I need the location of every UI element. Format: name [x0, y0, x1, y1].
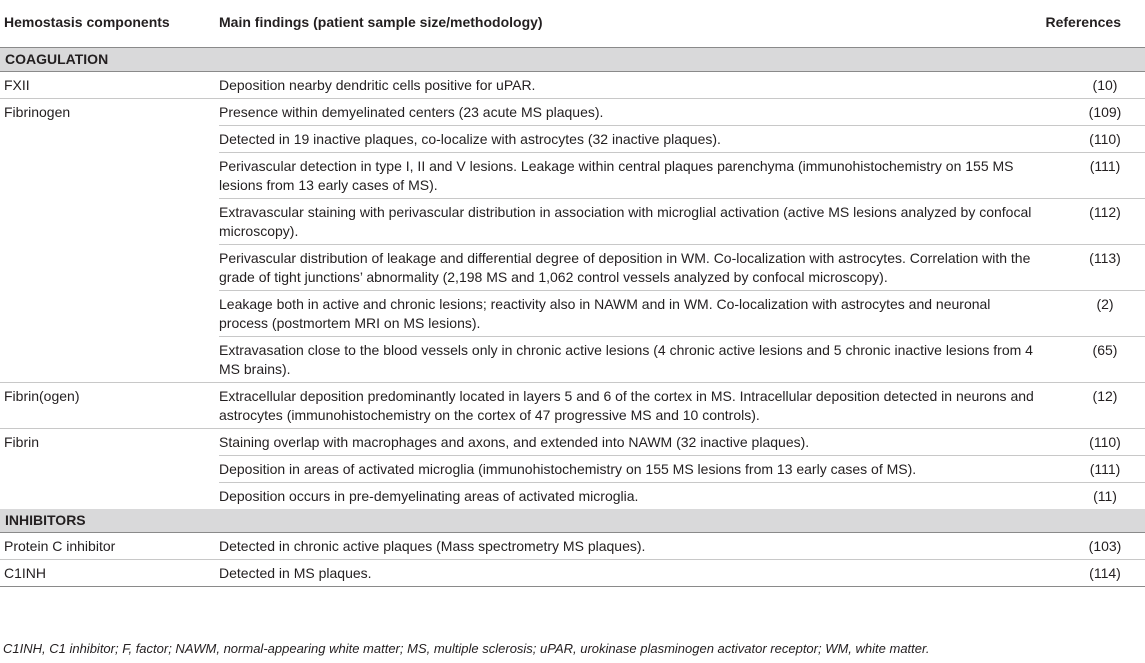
cell-reference: (2): [1035, 290, 1145, 336]
table-row: [0, 244, 1145, 290]
table-row: [0, 71, 1145, 98]
cell-finding: Presence within demyelinated centers (23 acute MS plaques).: [219, 98, 1035, 125]
section-title: COAGULATION: [0, 47, 1145, 71]
cell-finding: Deposition in areas of activated microglia (immunohistochemistry on 155 MS lesions from 13 early cases of MS).: [219, 455, 1035, 482]
section-row: [0, 47, 1145, 71]
section-row: [0, 509, 1145, 533]
table-row: [0, 428, 1145, 455]
table-row: [0, 482, 1145, 509]
cell-finding: Staining overlap with macrophages and axons, and extended into NAWM (32 inactive plaques).: [219, 428, 1035, 455]
cell-component: [0, 152, 219, 198]
cell-finding: Deposition nearby dendritic cells positive for uPAR.: [219, 71, 1035, 98]
cell-finding: Extravasation close to the blood vessels only in chronic active lesions (4 chronic active lesions and 5 chronic inactive lesions from 4 MS brains).: [219, 336, 1035, 382]
cell-finding: Perivascular detection in type I, II and V lesions. Leakage within central plaques parenchyma (immunohistochemistry on 155 MS lesions from 13 early cases of MS).: [219, 152, 1035, 198]
table-row: [0, 125, 1145, 152]
cell-finding: Leakage both in active and chronic lesions; reactivity also in NAWM and in WM. Co-localization with astrocytes and neuronal process (postmortem MRI on MS lesions).: [219, 290, 1035, 336]
cell-finding: Detected in chronic active plaques (Mass spectrometry MS plaques).: [219, 532, 1035, 559]
table-row: [0, 559, 1145, 586]
cell-component: [0, 455, 219, 482]
table-row: [0, 532, 1145, 559]
cell-component: [0, 125, 219, 152]
cell-reference: (110): [1035, 428, 1145, 455]
section-title: INHIBITORS: [0, 509, 1145, 533]
cell-reference: (12): [1035, 382, 1145, 428]
cell-component: [0, 482, 219, 509]
cell-component: Protein C inhibitor: [0, 532, 219, 559]
table-header: [0, 0, 1145, 47]
cell-reference: (65): [1035, 336, 1145, 382]
cell-reference: (112): [1035, 198, 1145, 244]
cell-finding: Perivascular distribution of leakage and differential degree of deposition in WM. Co-localization with astrocytes. Correlation with the grade of tight junctions’ abnormality (2,198 MS and 1,062 control vessels analyzed by confocal microscopy).: [219, 244, 1035, 290]
cell-reference: (111): [1035, 152, 1145, 198]
table-body: [0, 47, 1145, 586]
cell-reference: (103): [1035, 532, 1145, 559]
cell-component: Fibrin: [4, 433, 40, 450]
cell-finding: Extracellular deposition predominantly located in layers 5 and 6 of the cortex in MS. Intracellular deposition detected in neurons and astrocytes (immunohistochemistry on the cortex of 47 progressive MS and 10 controls).: [219, 382, 1035, 428]
table-footnote: C1INH, C1 inhibitor; F, factor; NAWM, normal-appearing white matter; MS, multiple sclerosis; uPAR, urokinase plasminogen activator receptor; WM, white matter.: [3, 641, 930, 656]
cell-finding: Extravascular staining with perivascular distribution in association with microglial activation (active MS lesions analyzed by confocal microscopy).: [219, 198, 1035, 244]
cell-reference: (111): [1035, 455, 1145, 482]
cell-reference: (11): [1093, 487, 1117, 504]
cell-finding: Detected in MS plaques.: [219, 559, 1035, 586]
cell-component: C1INH: [0, 559, 219, 586]
cell-component: [0, 244, 219, 290]
cell-component: [0, 290, 219, 336]
table-row: [0, 198, 1145, 244]
cell-reference: (10): [1035, 71, 1145, 98]
cell-reference: (114): [1035, 559, 1145, 586]
cell-reference: (110): [1035, 125, 1145, 152]
cell-component: [0, 198, 219, 244]
header-findings: Main findings (patient sample size/methodology): [219, 14, 543, 30]
header-components: Hemostasis components: [4, 14, 170, 30]
cell-component: [0, 336, 219, 382]
table-row: [0, 98, 1145, 125]
cell-reference: (113): [1035, 244, 1145, 290]
table-row: [0, 152, 1145, 198]
header-references: References: [1045, 14, 1121, 30]
table-row: [0, 290, 1145, 336]
table-row: [0, 455, 1145, 482]
table-row: [0, 336, 1145, 382]
cell-component: FXII: [0, 71, 219, 98]
cell-reference: (109): [1035, 98, 1145, 125]
cell-component: Fibrin(ogen): [0, 382, 219, 428]
cell-finding: Detected in 19 inactive plaques, co-localize with astrocytes (32 inactive plaques).: [219, 125, 1035, 152]
table-row: [0, 382, 1145, 428]
cell-finding: Deposition occurs in pre-demyelinating areas of activated microglia.: [219, 487, 639, 504]
cell-component: Fibrinogen: [4, 103, 71, 120]
